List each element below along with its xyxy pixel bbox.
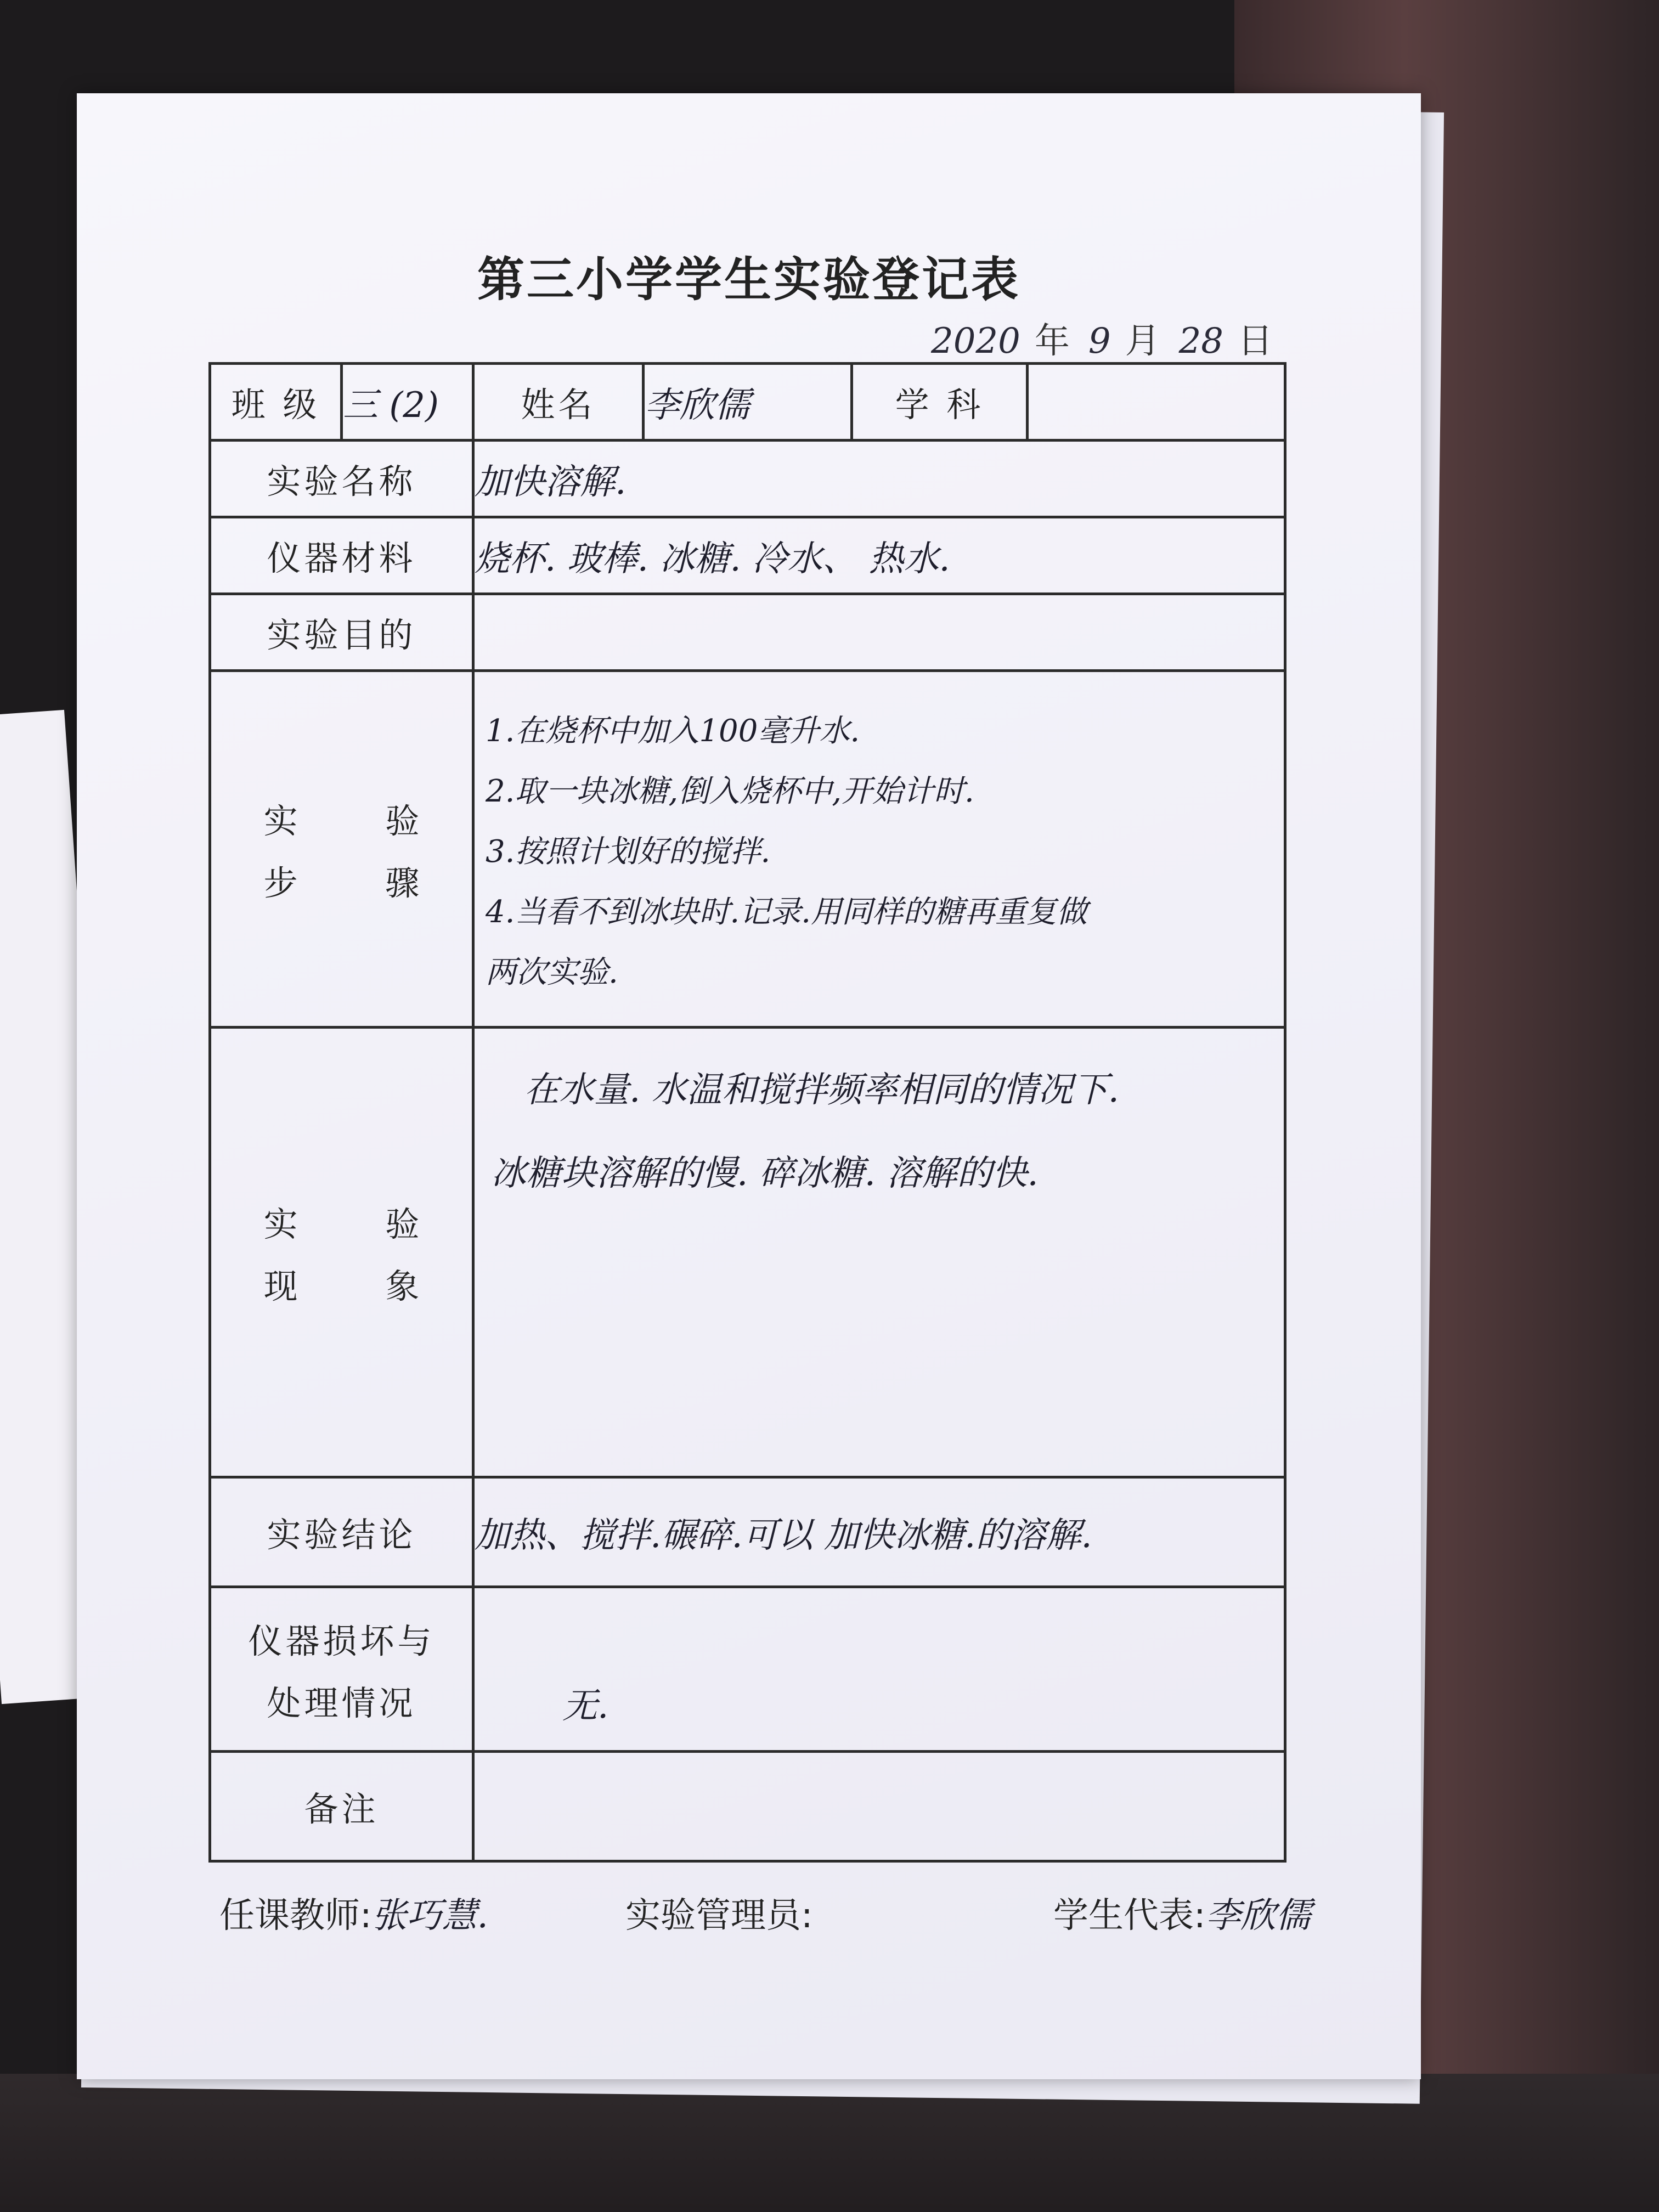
step-line-4: 4.当看不到冰块时.记录.用同样的糖再重复做 xyxy=(486,894,1088,930)
damage-row xyxy=(210,1587,1285,1752)
admin-field xyxy=(625,1887,813,1938)
date-month: 9 xyxy=(1088,321,1111,362)
remarks-row xyxy=(210,1752,1285,1861)
student-rep-field xyxy=(1053,1887,1311,1938)
teacher-signature: 张巧慧. xyxy=(371,1895,488,1936)
form-date xyxy=(931,313,1273,363)
conclusion-value: 加热、搅拌.碾碎.可以 加快冰糖.的溶解. xyxy=(473,1477,1285,1587)
damage-value: 无. xyxy=(473,1587,1285,1752)
step-line-1: 1.在烧杯中加入100毫升水. xyxy=(486,713,860,749)
damage-label-line1: 仪器损坏与 xyxy=(248,1621,435,1661)
date-month-label: 月 xyxy=(1125,321,1160,362)
purpose-label: 实验目的 xyxy=(210,594,473,671)
remarks-value xyxy=(473,1752,1285,1861)
header-row xyxy=(210,364,1285,441)
registration-table xyxy=(208,362,1286,1863)
form-sheet xyxy=(77,93,1421,2079)
date-year: 2020 xyxy=(930,321,1020,362)
step-line-3: 3.按照计划好的搅拌. xyxy=(486,833,771,870)
materials-label: 仪器材料 xyxy=(210,517,473,594)
phenomenon-value xyxy=(473,1028,1285,1477)
phenomenon-line-1: 在水量. 水温和搅拌频率相同的情况下. xyxy=(524,1070,1120,1110)
steps-row xyxy=(210,671,1285,1028)
phenomenon-line-2: 冰糖块溶解的慢. 碎冰糖. 溶解的快. xyxy=(491,1153,1039,1194)
experiment-name-label: 实验名称 xyxy=(210,441,473,517)
date-day: 28 xyxy=(1178,321,1223,362)
steps-value xyxy=(473,671,1285,1028)
materials-row xyxy=(210,517,1285,594)
date-year-label: 年 xyxy=(1034,321,1070,362)
damage-label xyxy=(210,1587,473,1752)
steps-label xyxy=(210,671,473,1028)
steps-label-line1: 实 验 xyxy=(263,800,458,841)
student-rep-signature: 李欣儒 xyxy=(1205,1895,1311,1936)
teacher-label: 任课教师: xyxy=(219,1895,372,1936)
name-value: 李欣儒 xyxy=(644,364,852,441)
remarks-label: 备注 xyxy=(210,1752,473,1861)
student-rep-label: 学生代表: xyxy=(1053,1895,1206,1936)
experiment-name-value: 加快溶解. xyxy=(473,441,1285,517)
subject-value xyxy=(1028,364,1285,441)
subject-label: 学 科 xyxy=(852,364,1028,441)
conclusion-label: 实验结论 xyxy=(210,1477,473,1587)
admin-label: 实验管理员: xyxy=(625,1895,813,1936)
damage-label-line2: 处理情况 xyxy=(267,1683,416,1723)
purpose-row xyxy=(210,594,1285,671)
conclusion-row xyxy=(210,1477,1285,1587)
phenomenon-row xyxy=(210,1028,1285,1477)
form-title: 第三小学学生实验登记表 xyxy=(477,252,1020,307)
purpose-value xyxy=(473,594,1285,671)
date-day-label: 日 xyxy=(1238,321,1273,362)
phenomenon-label-line1: 实 验 xyxy=(263,1204,458,1244)
class-label: 班 级 xyxy=(210,364,342,441)
name-label: 姓名 xyxy=(473,364,644,441)
phenomenon-label-line2: 现 象 xyxy=(263,1266,458,1306)
phenomenon-label xyxy=(210,1028,473,1477)
step-line-5: 两次实验. xyxy=(486,954,618,990)
materials-value: 烧杯. 玻棒. 冰糖. 冷水、 热水. xyxy=(473,517,1285,594)
teacher-field xyxy=(219,1887,488,1938)
experiment-name-row xyxy=(210,441,1285,517)
step-line-2: 2.取一块冰糖,倒入烧杯中,开始计时. xyxy=(486,773,974,809)
steps-label-line2: 步 骤 xyxy=(263,862,458,903)
class-value: 三 (2) xyxy=(342,364,473,441)
